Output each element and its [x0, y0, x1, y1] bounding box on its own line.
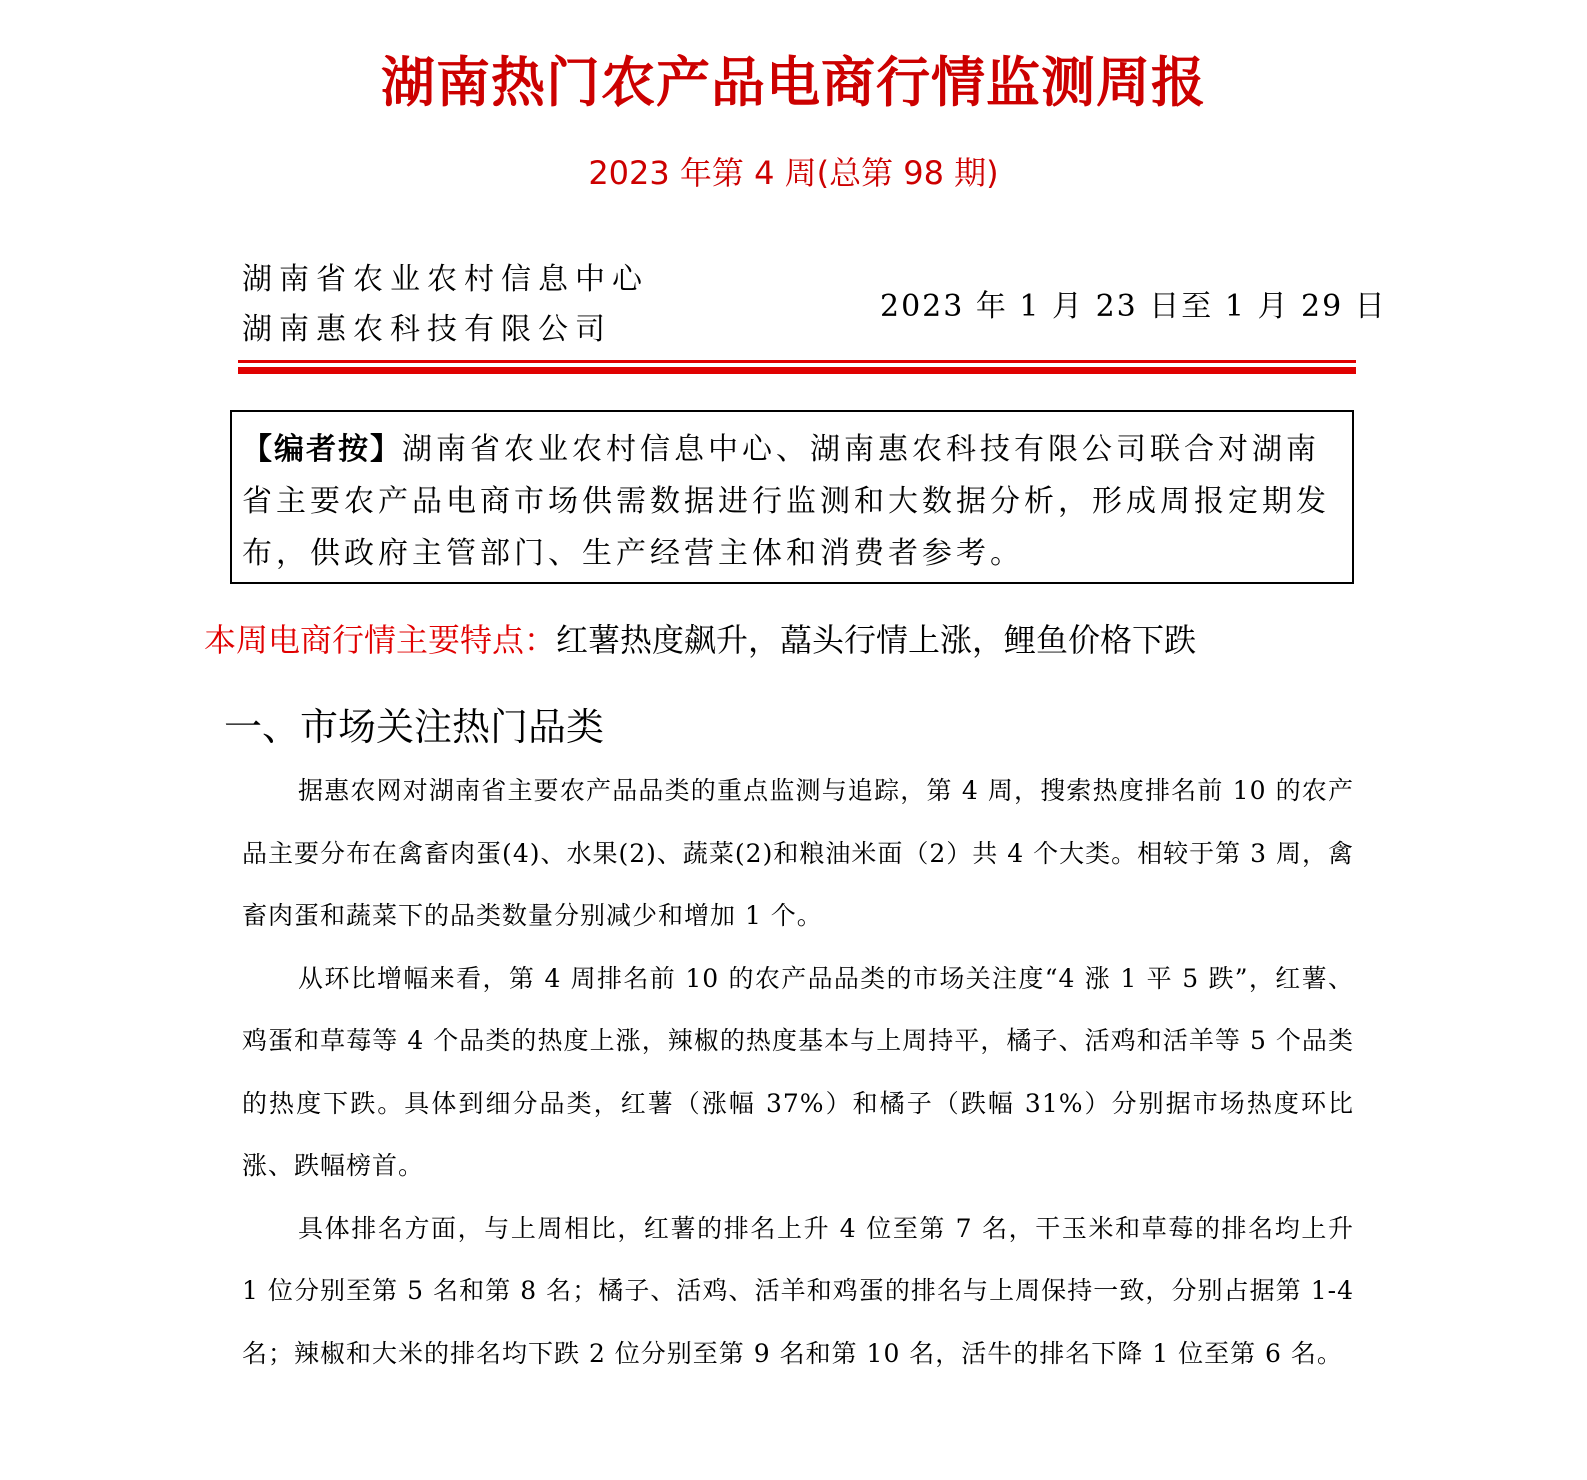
editor-note-box: [230, 410, 1354, 584]
issue-number: 2023 年第 4 周(总第 98 期): [588, 154, 999, 192]
header-divider-thin: [238, 360, 1356, 363]
date-range: 2023 年 1 月 23 日至 1 月 29 日: [880, 289, 1387, 324]
header-divider-thick: [238, 367, 1356, 374]
paragraph: 具体排名方面，与上周相比，红薯的排名上升 4 位至第 7 名，干玉米和草莓的排名均上升 1 位分别至第 5 名和第 8 名；橘子、活鸡、活羊和鸡蛋的排名与上周保持一致，分别占据第 1-4 名；辣椒和大米的排名均下跌 2 位分别至第 9 名和第 10 名，活牛的排名下降 1 位至第 6 名。: [242, 1213, 1354, 1368]
report-title: 湖南热门农产品电商行情监测周报: [381, 50, 1206, 114]
publisher-name-2: 湖南惠农科技有限公司: [242, 312, 612, 347]
features-text: 红薯热度飙升，藠头行情上涨，鲤鱼价格下跌: [556, 621, 1197, 659]
section-body: [242, 760, 1354, 1385]
publisher-block: [242, 255, 649, 355]
publisher-name-1: 湖南省农业农村信息中心: [242, 262, 649, 297]
paragraph: 从环比增幅来看，第 4 周排名前 10 的农产品品类的市场关注度“4 涨 1 平 5 跌”，红薯、鸡蛋和草莓等 4 个品类的热度上涨，辣椒的热度基本与上周持平，橘子、活鸡和活羊等 5 个品类的热度下跌。具体到细分品类，红薯（涨幅 37%）和橘子（跌幅 31%）分别据市场热度环比涨、跌幅榜首。: [242, 963, 1354, 1180]
editor-note-text: 湖南省农业农村信息中心、湖南惠农科技有限公司联合对湖南省主要农产品电商市场供需数据进行监测和大数据分析，形成周报定期发布，供政府主管部门、生产经营主体和消费者参考。: [242, 432, 1330, 571]
editor-note-tag: 【编者按】: [242, 432, 402, 467]
features-label: 本周电商行情主要特点：: [204, 621, 557, 659]
paragraph: 据惠农网对湖南省主要农产品品类的重点监测与追踪，第 4 周，搜索热度排名前 10 的农产品主要分布在禽畜肉蛋(4)、水果(2)、蔬菜(2)和粮油米面（2）共 4 个大类。相较于第 3 周，禽畜肉蛋和蔬菜下的品类数量分别减少和增加 1 个。: [242, 776, 1354, 930]
weekly-features: [204, 615, 1196, 661]
section-heading: 一、市场关注热门品类: [224, 705, 605, 749]
